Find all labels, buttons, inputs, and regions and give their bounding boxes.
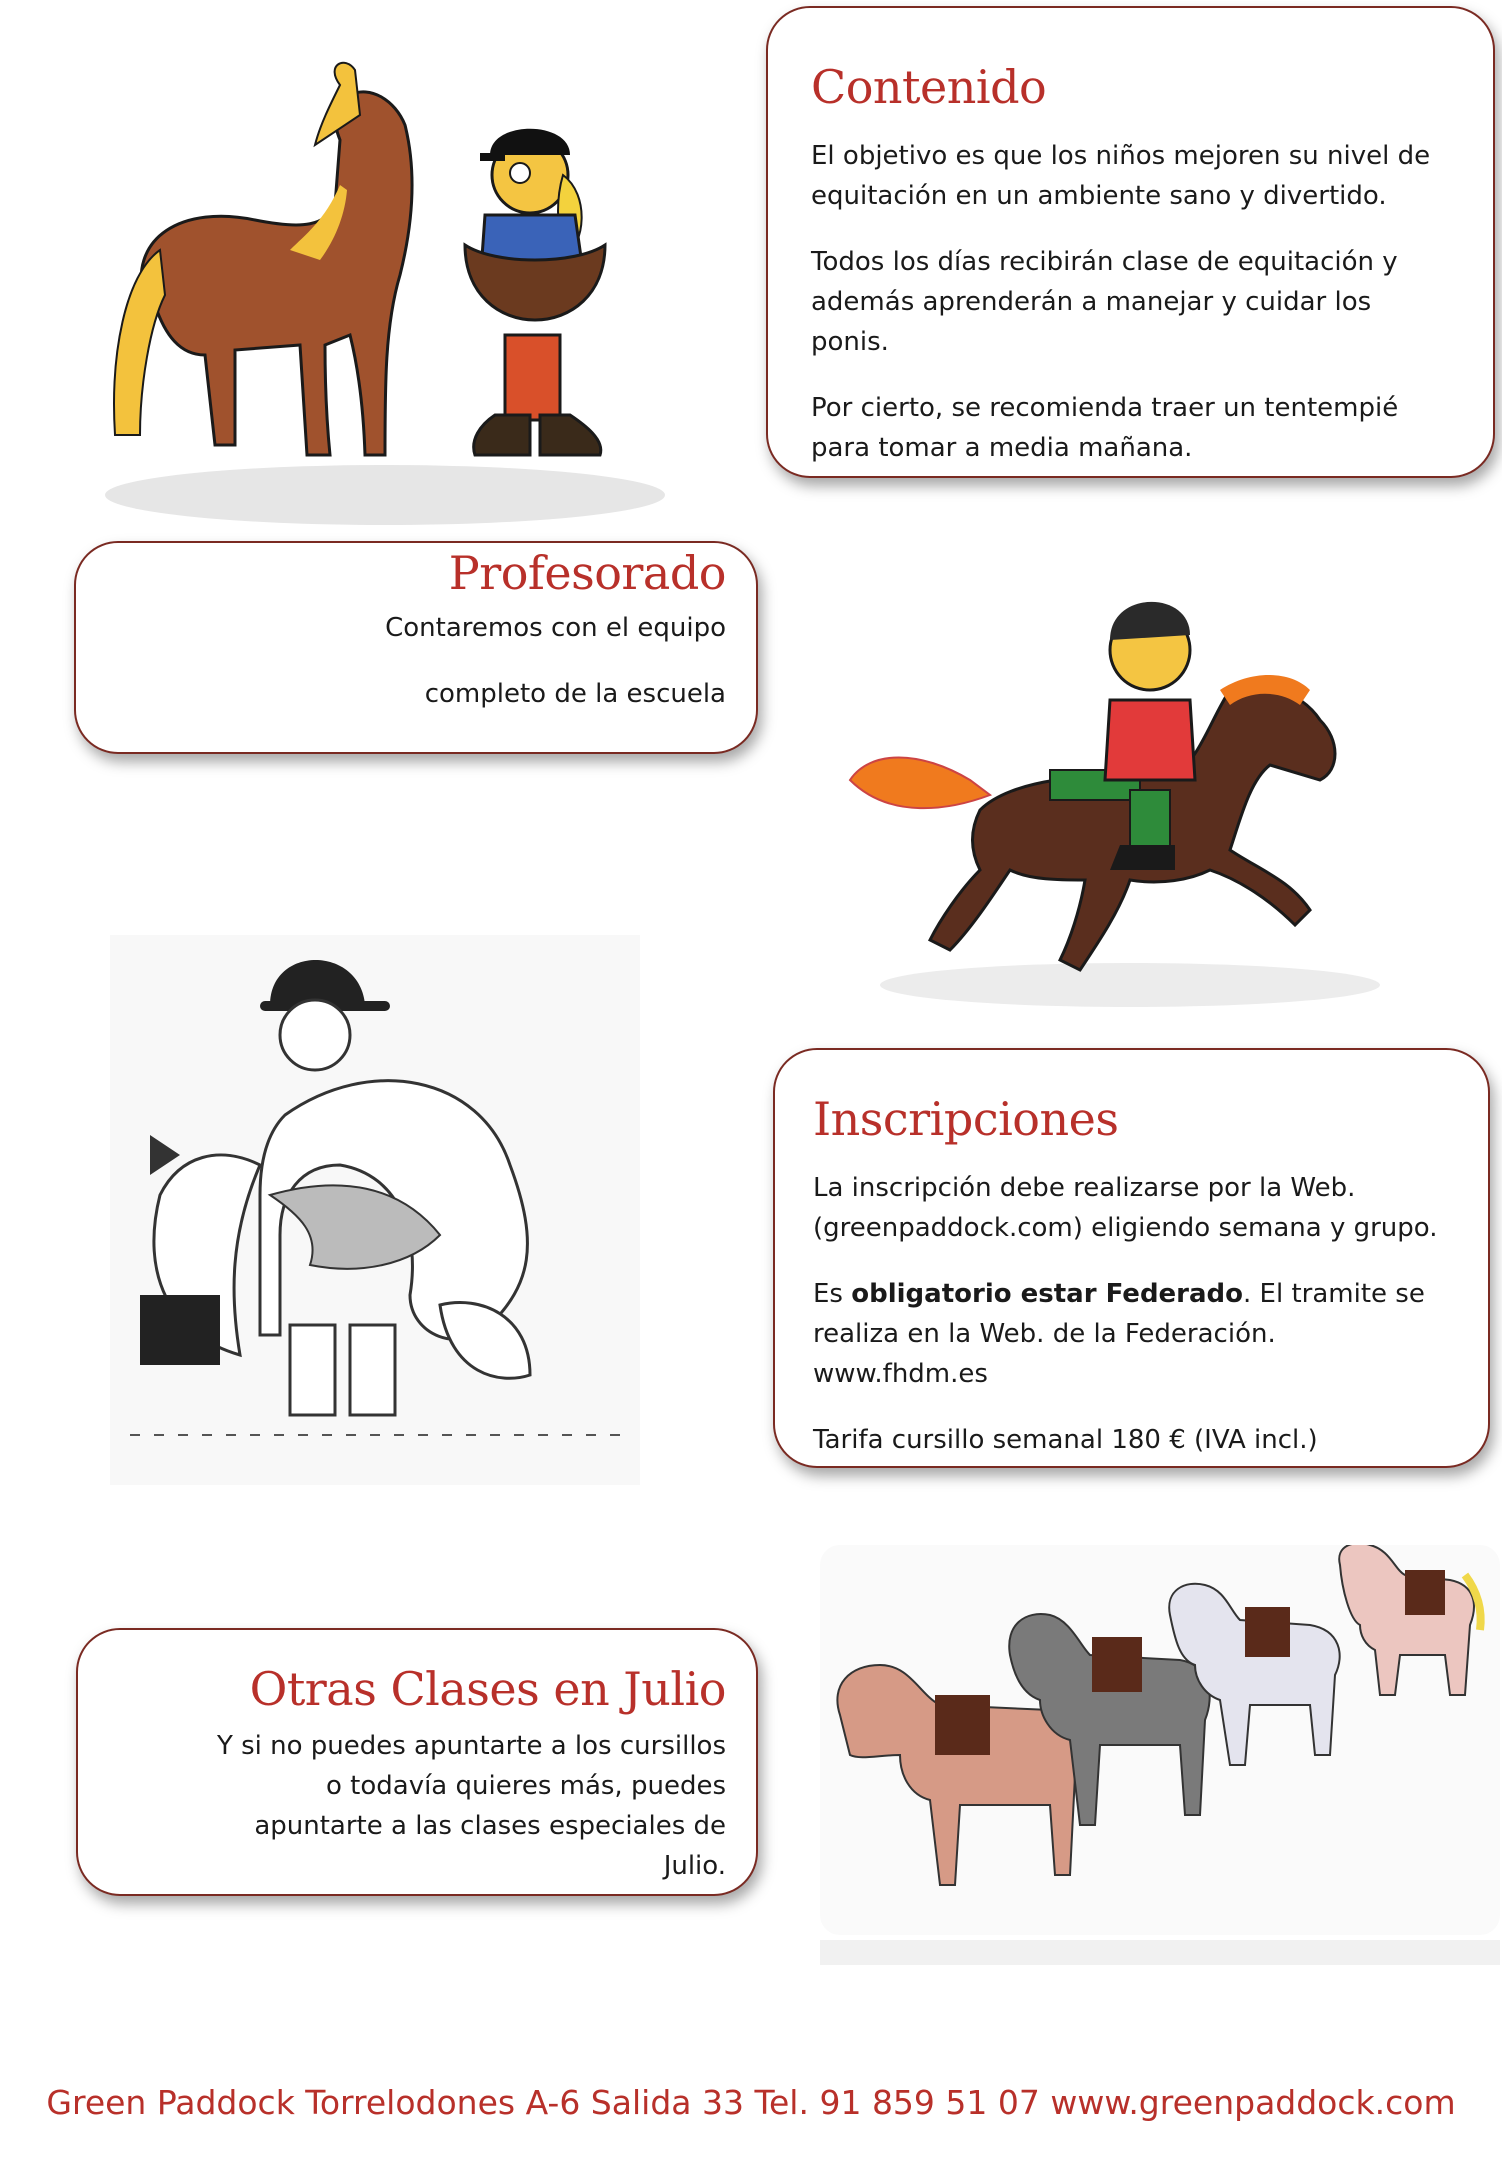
contenido-title: Contenido (811, 60, 1047, 114)
galloping-horse-rider-illustration (830, 580, 1430, 1020)
otras-clases-card (76, 1628, 758, 1896)
profesorado-line-1: Contaremos con el equipo (385, 613, 726, 643)
inscripciones-p2-rest: . El tramite se realiza en la Web. de la Federación. www.fhdm.es (813, 1279, 1425, 1389)
contenido-paragraph-3: Por cierto, se recomienda traer un tentempié para tomar a media mañana. (811, 393, 1399, 463)
inscripciones-paragraph-2 (813, 1274, 1458, 1394)
inscripciones-p2-bold: obligatorio estar Federado (851, 1279, 1244, 1309)
profesorado-card (74, 541, 758, 754)
inscripciones-title: Inscripciones (813, 1092, 1119, 1146)
contenido-paragraph-1: El objetivo es que los niños mejoren su nivel de equitación en un ambiente sano y divertido. (811, 141, 1431, 211)
four-saddled-horses-illustration (820, 1545, 1500, 1965)
footer-contact: Green Paddock Torrelodones A-6 Salida 33 Tel. 91 859 51 07 www.greenpaddock.com (46, 2083, 1456, 2122)
contenido-card (766, 6, 1495, 478)
child-hugging-pony-sketch (110, 935, 640, 1485)
inscripciones-paragraph-3: Tarifa cursillo semanal 180 € (IVA incl.) (813, 1425, 1318, 1455)
inscripciones-paragraph-1: La inscripción debe realizarse por la Web. (greenpaddock.com) eligiendo semana y grupo. (813, 1173, 1438, 1243)
otras-clases-paragraph: Y si no puedes apuntarte a los cursillos o todavía quieres más, puedes apuntarte a las clases especiales de Julio. (216, 1731, 726, 1881)
profesorado-title: Profesorado (448, 546, 726, 600)
horse-and-child-illustration (85, 55, 685, 535)
profesorado-line-2: completo de la escuela (424, 679, 726, 709)
inscripciones-p2-prefix: Es (813, 1279, 852, 1309)
contenido-paragraph-2: Todos los días recibirán clase de equitación y además aprenderán a manejar y cuidar los ponis. (811, 247, 1398, 357)
otras-clases-title: Otras Clases en Julio (249, 1662, 726, 1716)
inscripciones-card (773, 1048, 1490, 1468)
